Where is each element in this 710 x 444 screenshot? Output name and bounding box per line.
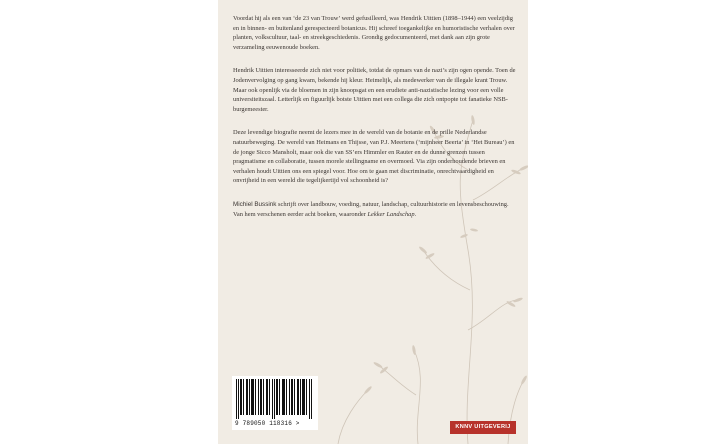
blurb-paragraph-1: Voordat hij als een van ‘de 23 van Trouw’ werd gefusilleerd, was Hendrik Uittien (1898–1944) een veelzijdig en in binnen- en buitenland gerespecteerd botanicus. Hij schreef toegankelijke en humoristische verhalen over planten, volkscultuur, taal- en streekgeschiedenis. Grondig gedocumenteerd, met dank aan zijn grote verzameling eeuwenoude boeken. xyxy=(233,15,515,51)
book-back-cover xyxy=(218,0,528,444)
author-bio-text: schrijft over landbouw, voeding, natuur, landschap, cultuurhistorie en levensbeschouwing. Van hem verschenen eerder acht boeken, waaronder xyxy=(233,200,509,218)
barcode-number: 9 789050 118316 > xyxy=(235,420,300,427)
barcode xyxy=(232,376,318,430)
blurb-paragraph-2: Hendrik Uittien interesseerde zich niet voor politiek, totdat de opmars van de nazi’s zijn ogen opende. Toen de Jodenvervolging op gang kwam, bekende hij kleur. Heimelijk, als medewerker van de illegale krant Trouw. Maar ook openlijk via de bloemen in zijn knoopsgat en een erudiete anti-nazistische lezing voor een volle universiteitszaal. Letterlijk en figuurlijk botste Uittien met een collega die zich ontpopte tot fanatieke NSB-burgemeester. xyxy=(233,67,516,113)
author-book-title: Lekker Landschap xyxy=(367,210,415,218)
blurb-paragraph-3: Deze levendige biografie neemt de lezers mee in de wereld van de botanie en de prille Nederlandse natuurbeweging. De wereld van Heimans en Thijsse, van P.J. Meertens (‘mijnheer Beerta’ in ‘Het Bureau’) en de jonge Sicco Mansholt, maar ook die van SS’ers Himmler en Rauter en de dunne grenzen tussen pragmatisme en collaboratie, tussen morele stellingname en overmoed. Via zijn onderhoudende brieven en verhalen houdt Uittien ons een spiegel voor. Hoe om te gaan met discriminatie, onrechtvaardigheid en onvrijheid in een wereld die tegelijkertijd vol schoonheid is? xyxy=(233,129,515,185)
author-name: Michiel Bussink xyxy=(233,200,277,208)
author-bio-end: . xyxy=(414,210,417,218)
barcode-bars xyxy=(236,379,314,419)
publisher-logo: KNNV UITGEVERIJ xyxy=(450,421,516,434)
author-bio xyxy=(233,200,517,219)
blurb-text xyxy=(233,14,517,229)
